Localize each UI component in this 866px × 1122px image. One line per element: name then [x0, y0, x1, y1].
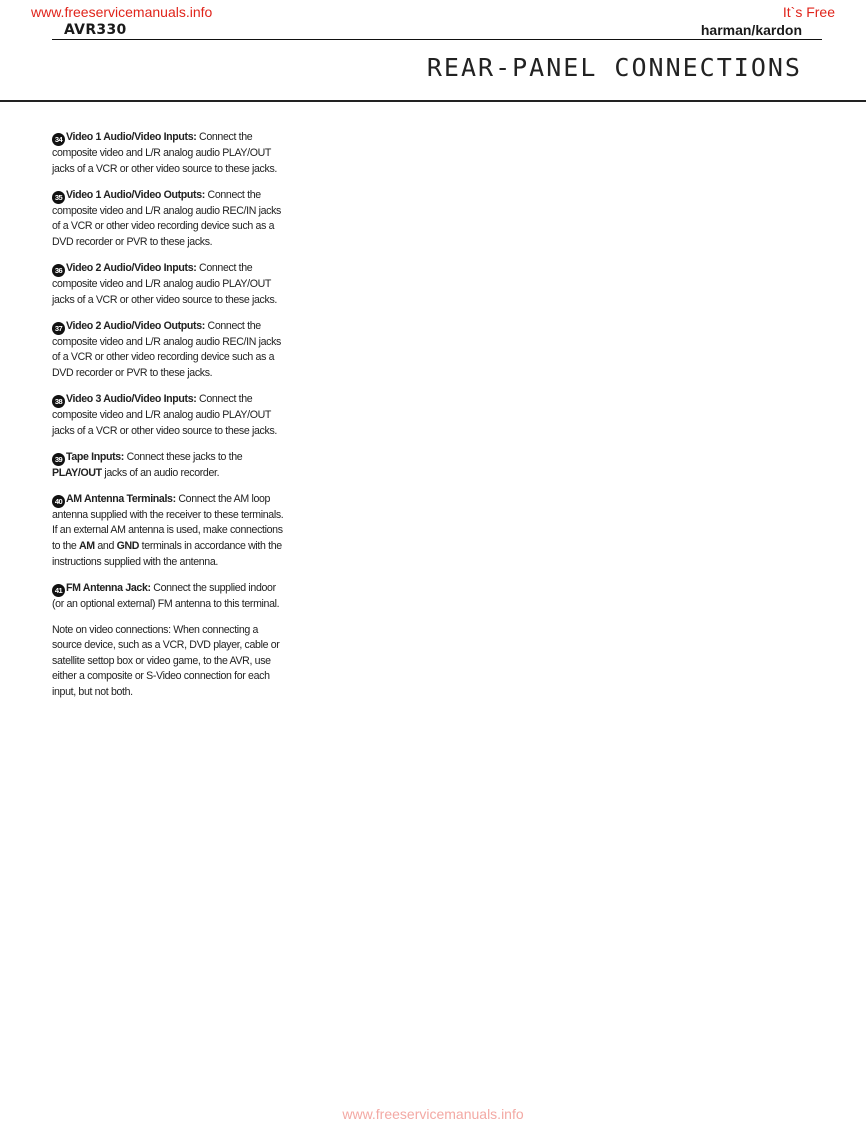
item-number-badge: 37 — [52, 322, 65, 335]
item-text: Connect the composite video and L/R analog audio REC/IN jacks of a VCR or other video recording device such as a DVD recorder or PVR to these jacks. — [52, 188, 281, 248]
item-emphasis: GND — [116, 539, 140, 552]
item-video3-inputs — [52, 392, 288, 439]
item-title: Video 1 Audio/Video Outputs: — [66, 188, 205, 201]
item-emphasis: PLAY/OUT — [52, 466, 102, 479]
item-title: Video 3 Audio/Video Inputs: — [66, 392, 197, 405]
item-text: Connect the composite video and L/R analog audio REC/IN jacks of a VCR or other video recording device such as a DVD recorder or PVR to these jacks. — [52, 319, 281, 379]
item-number-badge: 40 — [52, 495, 65, 508]
video-connections-note: Note on video connections: When connecting a source device, such as a VCR, DVD player, cable or satellite settop box or video game, to the AVR, use either a composite or S-Video connection for each input, but not both. — [52, 623, 280, 699]
item-number-badge: 41 — [52, 584, 65, 597]
item-text: Connect these jacks to the — [124, 450, 243, 463]
item-title: FM Antenna Jack: — [66, 581, 151, 594]
item-number-badge: 36 — [52, 264, 65, 277]
item-title: Video 1 Audio/Video Inputs: — [66, 131, 197, 143]
item-video2-inputs — [52, 261, 288, 308]
body-column — [52, 130, 288, 711]
item-text: Connect the composite video and L/R analog audio PLAY/OUT jacks of a VCR or other video source to these jacks. — [52, 392, 277, 437]
item-title: Video 2 Audio/Video Outputs: — [66, 319, 205, 332]
item-number-badge: 38 — [52, 395, 65, 408]
section-title: REAR-PANEL CONNECTIONS — [426, 53, 802, 82]
item-text: Connect the composite video and L/R analog audio PLAY/OUT jacks of a VCR or other video source to these jacks. — [52, 261, 277, 306]
header-rule — [52, 39, 822, 40]
item-fm-antenna — [52, 581, 288, 613]
watermark-top-right: It`s Free — [782, 4, 835, 20]
item-text: Connect the composite video and L/R analog audio PLAY/OUT jacks of a VCR or other video source to these jacks. — [52, 131, 277, 175]
section-rule — [0, 100, 866, 102]
item-video2-outputs — [52, 319, 288, 382]
item-number-badge: 35 — [52, 191, 65, 204]
item-text: and — [94, 539, 117, 552]
model-name: AVR330 — [64, 22, 127, 38]
item-emphasis: AM — [79, 539, 95, 552]
item-text: terminals in accordance with the instructions supplied with the antenna. — [52, 539, 282, 568]
item-video1-outputs — [52, 188, 288, 251]
brand-name: harman/kardon — [700, 22, 802, 38]
item-text: Connect the supplied indoor (or an optional external) FM antenna to this terminal. — [52, 581, 280, 610]
item-am-antenna — [52, 492, 288, 570]
item-text: Connect the AM loop antenna supplied with the receiver to these terminals. If an external AM antenna is used, make connections to the — [52, 492, 284, 552]
item-number-badge: 39 — [52, 453, 65, 466]
item-video1-inputs — [52, 130, 288, 177]
item-title: AM Antenna Terminals: — [66, 492, 176, 505]
item-tape-inputs — [52, 450, 288, 482]
watermark-top-left: www.freeservicemanuals.info — [31, 4, 213, 20]
item-title: Video 2 Audio/Video Inputs: — [66, 261, 197, 274]
item-title: Tape Inputs: — [66, 450, 124, 463]
watermark-bottom: www.freeservicemanuals.info — [342, 1106, 524, 1122]
item-text: jacks of an audio recorder. — [101, 466, 220, 479]
item-number-badge: 34 — [52, 133, 65, 146]
